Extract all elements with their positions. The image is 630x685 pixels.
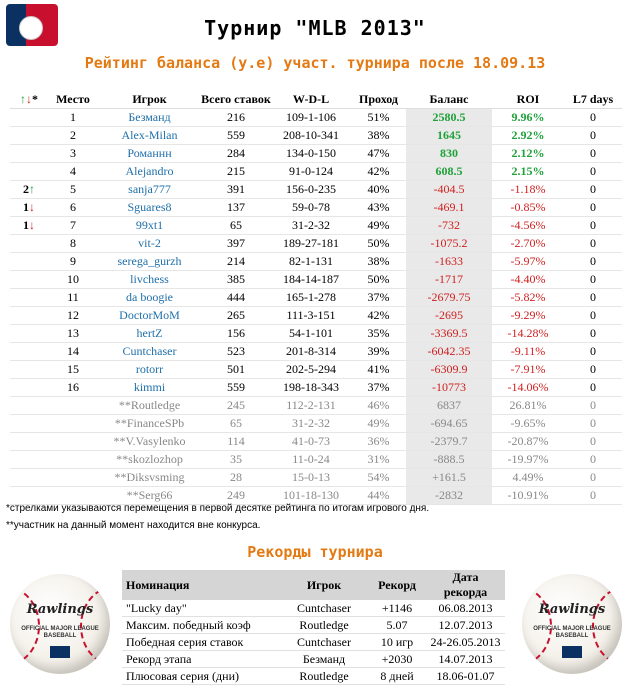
pass-cell: 42% — [351, 307, 406, 325]
balance-cell: -404.5 — [406, 181, 492, 199]
wdl-cell: 184-14-187 — [271, 271, 351, 289]
roi-cell: 4.49% — [492, 469, 564, 487]
roi-cell: -9.29% — [492, 307, 564, 325]
player-cell: **Routledge — [98, 397, 201, 415]
place-cell: 14 — [48, 343, 98, 361]
records-table — [122, 570, 505, 685]
arrow-down-icon: ↓ — [29, 200, 35, 214]
move-cell — [10, 343, 48, 361]
balance-cell: 1645 — [406, 127, 492, 145]
records-header-date: Дата рекорда — [426, 570, 505, 600]
place-cell: 1 — [48, 109, 98, 127]
header-l7: L7 days — [564, 91, 622, 109]
l7-cell: 0 — [564, 325, 622, 343]
move-cell — [10, 271, 48, 289]
player-cell: DoctorMoM — [98, 307, 201, 325]
bets-cell: 444 — [201, 289, 271, 307]
balance-cell: -469.1 — [406, 199, 492, 217]
bets-cell: 265 — [201, 307, 271, 325]
balance-cell: -1633 — [406, 253, 492, 271]
place-cell: 7 — [48, 217, 98, 235]
place-cell: 6 — [48, 199, 98, 217]
bets-cell: 523 — [201, 343, 271, 361]
move-cell — [10, 145, 48, 163]
roi-cell: 2.15% — [492, 163, 564, 181]
records-header-player: Игрок — [280, 570, 368, 600]
record-value-cell: 8 дней — [368, 668, 426, 685]
wdl-cell: 41-0-73 — [271, 433, 351, 451]
table-row — [10, 181, 622, 199]
bets-cell: 284 — [201, 145, 271, 163]
bets-cell: 385 — [201, 271, 271, 289]
place-cell: 9 — [48, 253, 98, 271]
record-player-cell: Cuntchaser — [280, 600, 368, 617]
table-row — [10, 379, 622, 397]
wdl-cell: 134-0-150 — [271, 145, 351, 163]
place-cell — [48, 433, 98, 451]
arrow-down-icon: ↓ — [29, 218, 35, 232]
table-row — [10, 217, 622, 235]
player-cell: da boogie — [98, 289, 201, 307]
player-cell: hertZ — [98, 325, 201, 343]
roi-cell: -19.97% — [492, 451, 564, 469]
move-cell — [10, 163, 48, 181]
balance-cell: -1717 — [406, 271, 492, 289]
move-cell: 1↓ — [10, 199, 48, 217]
player-cell: Alex-Milan — [98, 127, 201, 145]
place-cell — [48, 397, 98, 415]
record-date-cell: 14.07.2013 — [426, 651, 505, 668]
page-subtitle: Рейтинг баланса (у.е) участ. турнира после 18.09.13 — [84, 54, 546, 72]
wdl-cell: 208-10-341 — [271, 127, 351, 145]
table-row — [10, 397, 622, 415]
place-cell: 10 — [48, 271, 98, 289]
baseball-right-image: Rawlings OFFICIAL MAJOR LEAGUE BASEBALL — [522, 574, 622, 674]
balance-cell: +161.5 — [406, 469, 492, 487]
bets-cell: 28 — [201, 469, 271, 487]
pass-cell: 47% — [351, 145, 406, 163]
wdl-cell: 189-27-181 — [271, 235, 351, 253]
bets-cell: 501 — [201, 361, 271, 379]
table-row — [10, 487, 622, 505]
record-player-cell: Cuntchaser — [280, 634, 368, 651]
wdl-cell: 11-0-24 — [271, 451, 351, 469]
record-value-cell: 5.07 — [368, 617, 426, 634]
record-value-cell: +1146 — [368, 600, 426, 617]
records-row — [122, 617, 505, 634]
bets-cell: 216 — [201, 109, 271, 127]
roi-cell: 2.12% — [492, 145, 564, 163]
table-row — [10, 235, 622, 253]
place-cell: 15 — [48, 361, 98, 379]
bets-cell: 156 — [201, 325, 271, 343]
move-cell — [10, 451, 48, 469]
move-cell — [10, 289, 48, 307]
balance-cell: -3369.5 — [406, 325, 492, 343]
record-date-cell: 06.08.2013 — [426, 600, 505, 617]
pass-cell: 41% — [351, 361, 406, 379]
l7-cell: 0 — [564, 487, 622, 505]
place-cell — [48, 469, 98, 487]
record-name-cell: Рекорд этапа — [122, 651, 280, 668]
record-player-cell: Безманд — [280, 651, 368, 668]
player-cell: Романнн — [98, 145, 201, 163]
wdl-cell: 111-3-151 — [271, 307, 351, 325]
place-cell — [48, 487, 98, 505]
header-pass: Проход — [351, 91, 406, 109]
l7-cell: 0 — [564, 253, 622, 271]
place-cell: 4 — [48, 163, 98, 181]
pass-cell: 51% — [351, 109, 406, 127]
pass-cell: 37% — [351, 379, 406, 397]
pass-cell: 38% — [351, 253, 406, 271]
pass-cell: 35% — [351, 325, 406, 343]
l7-cell: 0 — [564, 235, 622, 253]
place-cell — [48, 451, 98, 469]
l7-cell: 0 — [564, 397, 622, 415]
balance-cell: -2679.75 — [406, 289, 492, 307]
record-name-cell: Плюсовая серия (дни) — [122, 668, 280, 685]
pass-cell: 49% — [351, 217, 406, 235]
wdl-cell: 101-18-130 — [271, 487, 351, 505]
record-name-cell: "Lucky day" — [122, 600, 280, 617]
table-row — [10, 109, 622, 127]
wdl-cell: 15-0-13 — [271, 469, 351, 487]
bets-cell: 137 — [201, 199, 271, 217]
player-cell: livchess — [98, 271, 201, 289]
pass-cell: 39% — [351, 343, 406, 361]
l7-cell: 0 — [564, 145, 622, 163]
pass-cell: 46% — [351, 397, 406, 415]
pass-cell: 36% — [351, 433, 406, 451]
table-row — [10, 127, 622, 145]
bets-cell: 391 — [201, 181, 271, 199]
roi-cell: -0.85% — [492, 199, 564, 217]
player-cell: sanja777 — [98, 181, 201, 199]
record-name-cell: Максим. победный коэф — [122, 617, 280, 634]
l7-cell: 0 — [564, 361, 622, 379]
player-cell: vit-2 — [98, 235, 201, 253]
wdl-cell: 31-2-32 — [271, 217, 351, 235]
place-cell — [48, 415, 98, 433]
player-cell: **Serg66 — [98, 487, 201, 505]
player-cell: **FinanceSPb — [98, 415, 201, 433]
l7-cell: 0 — [564, 415, 622, 433]
pass-cell: 37% — [351, 289, 406, 307]
table-row — [10, 451, 622, 469]
l7-cell: 0 — [564, 109, 622, 127]
player-cell: **Diksvsming — [98, 469, 201, 487]
wdl-cell: 91-0-124 — [271, 163, 351, 181]
table-row — [10, 325, 622, 343]
move-cell — [10, 361, 48, 379]
pass-cell: 43% — [351, 199, 406, 217]
record-player-cell: Routledge — [280, 668, 368, 685]
player-cell: **skozlozhop — [98, 451, 201, 469]
roi-cell: -7.91% — [492, 361, 564, 379]
record-name-cell: Победная серия ставок — [122, 634, 280, 651]
bets-cell: 245 — [201, 397, 271, 415]
l7-cell: 0 — [564, 451, 622, 469]
wdl-cell: 54-1-101 — [271, 325, 351, 343]
roi-cell: -9.11% — [492, 343, 564, 361]
l7-cell: 0 — [564, 343, 622, 361]
header-roi: ROI — [492, 91, 564, 109]
roi-cell: -20.87% — [492, 433, 564, 451]
table-row — [10, 343, 622, 361]
place-cell: 8 — [48, 235, 98, 253]
move-cell — [10, 307, 48, 325]
move-cell — [10, 397, 48, 415]
move-cell — [10, 127, 48, 145]
move-cell — [10, 469, 48, 487]
wdl-cell: 202-5-294 — [271, 361, 351, 379]
table-row — [10, 145, 622, 163]
place-cell: 12 — [48, 307, 98, 325]
header-bets: Всего ставок — [201, 91, 271, 109]
header-balance: Баланс — [406, 91, 492, 109]
roi-cell: -2.70% — [492, 235, 564, 253]
arrow-down-icon: ↓ — [26, 92, 32, 106]
player-cell: **V.Vasylenko — [98, 433, 201, 451]
balance-cell: 6837 — [406, 397, 492, 415]
table-row — [10, 433, 622, 451]
roi-cell: -4.56% — [492, 217, 564, 235]
l7-cell: 0 — [564, 307, 622, 325]
roi-cell: 2.92% — [492, 127, 564, 145]
wdl-cell: 109-1-106 — [271, 109, 351, 127]
pass-cell: 50% — [351, 235, 406, 253]
records-header-value: Рекорд — [368, 570, 426, 600]
roi-cell: -10.91% — [492, 487, 564, 505]
footnote-outside: **участник на данный момент находится вне конкурса. — [6, 520, 261, 531]
move-cell — [10, 253, 48, 271]
balance-cell: -2695 — [406, 307, 492, 325]
record-value-cell: 10 игр — [368, 634, 426, 651]
l7-cell: 0 — [564, 181, 622, 199]
table-row — [10, 253, 622, 271]
bets-cell: 35 — [201, 451, 271, 469]
pass-cell: 44% — [351, 487, 406, 505]
records-header-name: Номинация — [122, 570, 280, 600]
player-cell: Alejandro — [98, 163, 201, 181]
balance-cell: 830 — [406, 145, 492, 163]
balance-cell: -694.65 — [406, 415, 492, 433]
move-cell — [10, 415, 48, 433]
arrow-up-icon: ↑ — [29, 182, 35, 196]
l7-cell: 0 — [564, 199, 622, 217]
move-cell — [10, 379, 48, 397]
wdl-cell: 198-18-343 — [271, 379, 351, 397]
bets-cell: 65 — [201, 415, 271, 433]
record-date-cell: 24-26.05.2013 — [426, 634, 505, 651]
player-cell: kimmi — [98, 379, 201, 397]
bets-cell: 65 — [201, 217, 271, 235]
header-wdl: W-D-L — [271, 91, 351, 109]
l7-cell: 0 — [564, 217, 622, 235]
bets-cell: 114 — [201, 433, 271, 451]
balance-cell: 2580.5 — [406, 109, 492, 127]
table-row — [10, 415, 622, 433]
header-player: Игрок — [98, 91, 201, 109]
record-date-cell: 18.06-01.07 — [426, 668, 505, 685]
player-cell: rotorr — [98, 361, 201, 379]
pass-cell: 31% — [351, 451, 406, 469]
balance-cell: -6042.35 — [406, 343, 492, 361]
place-cell: 3 — [48, 145, 98, 163]
wdl-cell: 156-0-235 — [271, 181, 351, 199]
roi-cell: -9.65% — [492, 415, 564, 433]
move-cell — [10, 433, 48, 451]
arrow-up-icon: ↑ — [20, 92, 26, 106]
header-move: ↑↓* — [10, 91, 48, 109]
place-cell: 5 — [48, 181, 98, 199]
place-cell: 2 — [48, 127, 98, 145]
l7-cell: 0 — [564, 289, 622, 307]
l7-cell: 0 — [564, 271, 622, 289]
records-row — [122, 651, 505, 668]
place-cell: 16 — [48, 379, 98, 397]
wdl-cell: 31-2-32 — [271, 415, 351, 433]
balance-cell: -1075.2 — [406, 235, 492, 253]
pass-cell: 49% — [351, 415, 406, 433]
wdl-cell: 112-2-131 — [271, 397, 351, 415]
pass-cell: 38% — [351, 127, 406, 145]
table-row — [10, 163, 622, 181]
roi-cell: -1.18% — [492, 181, 564, 199]
move-cell — [10, 109, 48, 127]
balance-cell: 608.5 — [406, 163, 492, 181]
records-title: Рекорды турнира — [247, 543, 383, 561]
balance-cell: -2379.7 — [406, 433, 492, 451]
records-row — [122, 668, 505, 685]
roi-cell: -14.28% — [492, 325, 564, 343]
l7-cell: 0 — [564, 433, 622, 451]
roi-cell: -4.40% — [492, 271, 564, 289]
player-cell: Sguares8 — [98, 199, 201, 217]
pass-cell: 40% — [351, 181, 406, 199]
wdl-cell: 165-1-278 — [271, 289, 351, 307]
balance-cell: -10773 — [406, 379, 492, 397]
roi-cell: -14.06% — [492, 379, 564, 397]
footnote-arrows: *стрелками указываются перемещения в первой десятке рейтинга по итогам игрового дня. — [6, 503, 430, 514]
move-cell — [10, 325, 48, 343]
records-row — [122, 600, 505, 617]
table-row — [10, 199, 622, 217]
wdl-cell: 82-1-131 — [271, 253, 351, 271]
move-cell — [10, 235, 48, 253]
rating-header-row — [10, 91, 622, 109]
balance-cell: -6309.9 — [406, 361, 492, 379]
record-player-cell: Routledge — [280, 617, 368, 634]
header-place: Место — [48, 91, 98, 109]
roi-cell: -5.82% — [492, 289, 564, 307]
record-date-cell: 12.07.2013 — [426, 617, 505, 634]
wdl-cell: 201-8-314 — [271, 343, 351, 361]
player-cell: Безманд — [98, 109, 201, 127]
wdl-cell: 59-0-78 — [271, 199, 351, 217]
bets-cell: 397 — [201, 235, 271, 253]
place-cell: 13 — [48, 325, 98, 343]
balance-cell: -888.5 — [406, 451, 492, 469]
bets-cell: 215 — [201, 163, 271, 181]
table-row — [10, 289, 622, 307]
table-row — [10, 307, 622, 325]
l7-cell: 0 — [564, 127, 622, 145]
bets-cell: 559 — [201, 379, 271, 397]
l7-cell: 0 — [564, 163, 622, 181]
balance-cell: -732 — [406, 217, 492, 235]
records-header-row — [122, 570, 505, 600]
page-title: Турнир "MLB 2013" — [204, 16, 426, 40]
pass-cell: 42% — [351, 163, 406, 181]
records-row — [122, 634, 505, 651]
table-row — [10, 271, 622, 289]
bets-cell: 214 — [201, 253, 271, 271]
move-cell — [10, 487, 48, 505]
move-cell: 1↓ — [10, 217, 48, 235]
rating-table — [10, 91, 622, 505]
balance-cell: -2832 — [406, 487, 492, 505]
baseball-left-image: Rawlings OFFICIAL MAJOR LEAGUE BASEBALL — [10, 574, 110, 674]
l7-cell: 0 — [564, 379, 622, 397]
table-row — [10, 361, 622, 379]
roi-cell: 26.81% — [492, 397, 564, 415]
move-cell: 2↑ — [10, 181, 48, 199]
l7-cell: 0 — [564, 469, 622, 487]
pass-cell: 50% — [351, 271, 406, 289]
place-cell: 11 — [48, 289, 98, 307]
roi-cell: 9.96% — [492, 109, 564, 127]
bets-cell: 559 — [201, 127, 271, 145]
player-cell: 99xt1 — [98, 217, 201, 235]
bets-cell: 249 — [201, 487, 271, 505]
table-row — [10, 469, 622, 487]
pass-cell: 54% — [351, 469, 406, 487]
player-cell: Cuntchaser — [98, 343, 201, 361]
record-value-cell: +2030 — [368, 651, 426, 668]
roi-cell: -5.97% — [492, 253, 564, 271]
player-cell: serega_gurzh — [98, 253, 201, 271]
